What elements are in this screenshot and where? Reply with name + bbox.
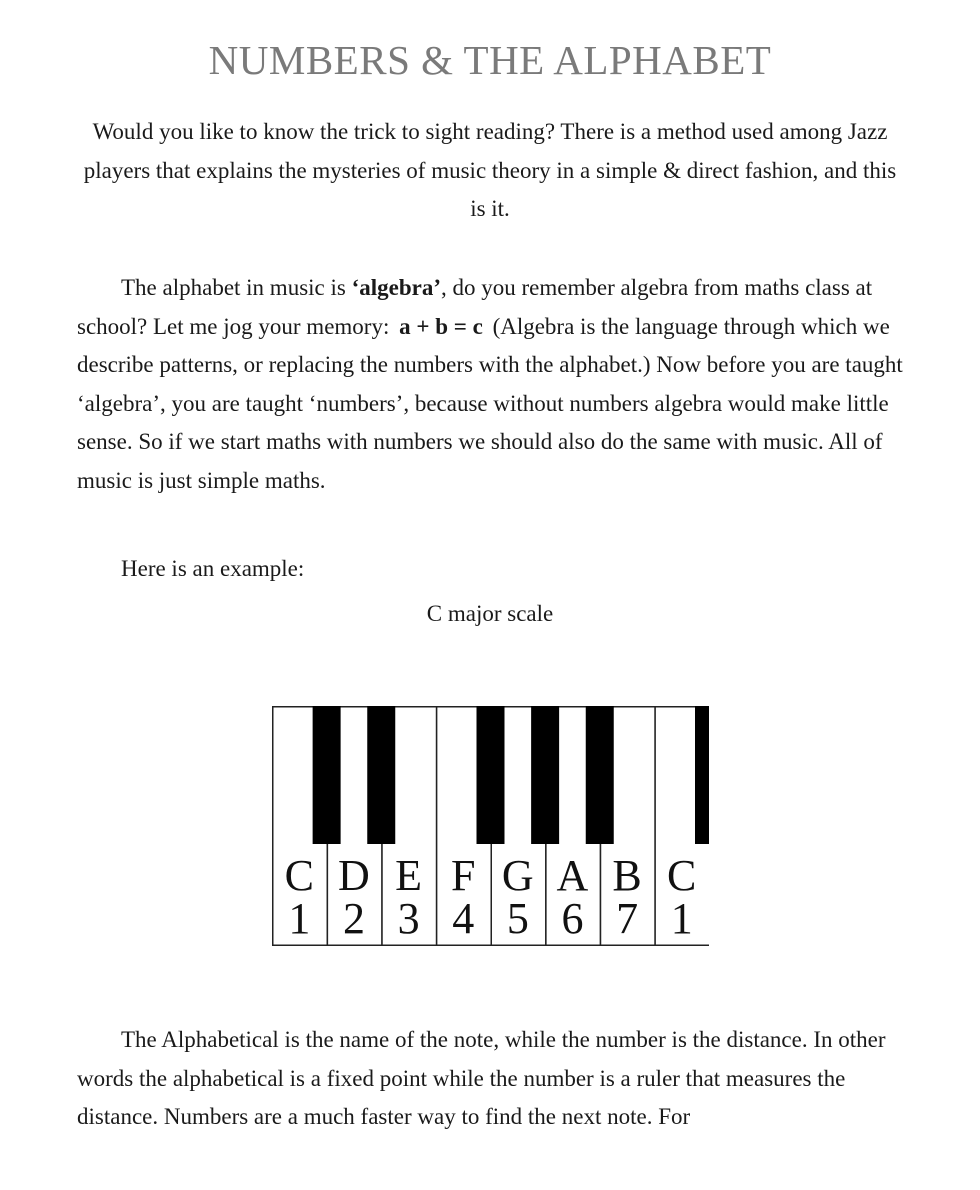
note-letter: D: [338, 851, 370, 900]
algebra-term: ‘algebra’: [351, 275, 442, 300]
note-letter: G: [501, 851, 534, 900]
note-degree: 1: [670, 894, 693, 943]
note-degree: 4: [452, 894, 475, 943]
black-key: [586, 706, 614, 844]
example-intro: Here is an example:: [121, 556, 305, 581]
note-letter: E: [395, 851, 423, 900]
algebra-text-2: , do you remember algebra from maths class at school? Let me jog your memory:: [77, 275, 873, 339]
note-degree: 5: [506, 894, 529, 943]
note-letter: C: [284, 851, 314, 900]
note-letter: F: [450, 851, 476, 900]
algebra-text-1: The alphabet in music is: [121, 275, 352, 300]
note-degree: 3: [397, 894, 420, 943]
piano-keyboard-diagram: [272, 706, 709, 946]
algebra-text-3: (Algebra is the language through which we describe patterns, or replacing the numbers with the alphabet.) Now before you are taught ‘algebra’, you are taught ‘numbers’, because without numbers algebra would make little sense. So if we start maths with numbers we should also do the same with music. All of music is just simple maths.: [77, 313, 903, 493]
note-degree: 2: [342, 894, 365, 943]
note-letter: C: [667, 851, 697, 900]
note-degree: 6: [561, 894, 584, 943]
black-key: [477, 706, 505, 844]
black-key: [313, 706, 341, 844]
scale-caption: C major scale: [426, 601, 554, 626]
black-key: [531, 706, 559, 844]
distance-paragraph: The Alphabetical is the name of the note, while the number is the distance. In other words the alphabetical is a fixed point while the number is a ruler that measures the distance. Numbers are a much faster way to find the next note. For: [77, 1027, 886, 1129]
page-title: NUMBERS & THE ALPHABET: [208, 37, 772, 83]
note-degree: 1: [288, 894, 311, 943]
note-letter: B: [612, 851, 642, 900]
algebra-paragraph: [77, 269, 907, 500]
black-key: [695, 706, 709, 844]
black-key: [367, 706, 395, 844]
note-letter: A: [556, 851, 589, 900]
algebra-formula: a + b = c: [399, 313, 483, 339]
intro-paragraph: Would you like to know the trick to sight reading? There is a method used among Jazz players that explains the mysteries of music theory in a simple & direct fashion, and this is it.: [83, 119, 897, 221]
note-degree: 7: [616, 894, 639, 943]
